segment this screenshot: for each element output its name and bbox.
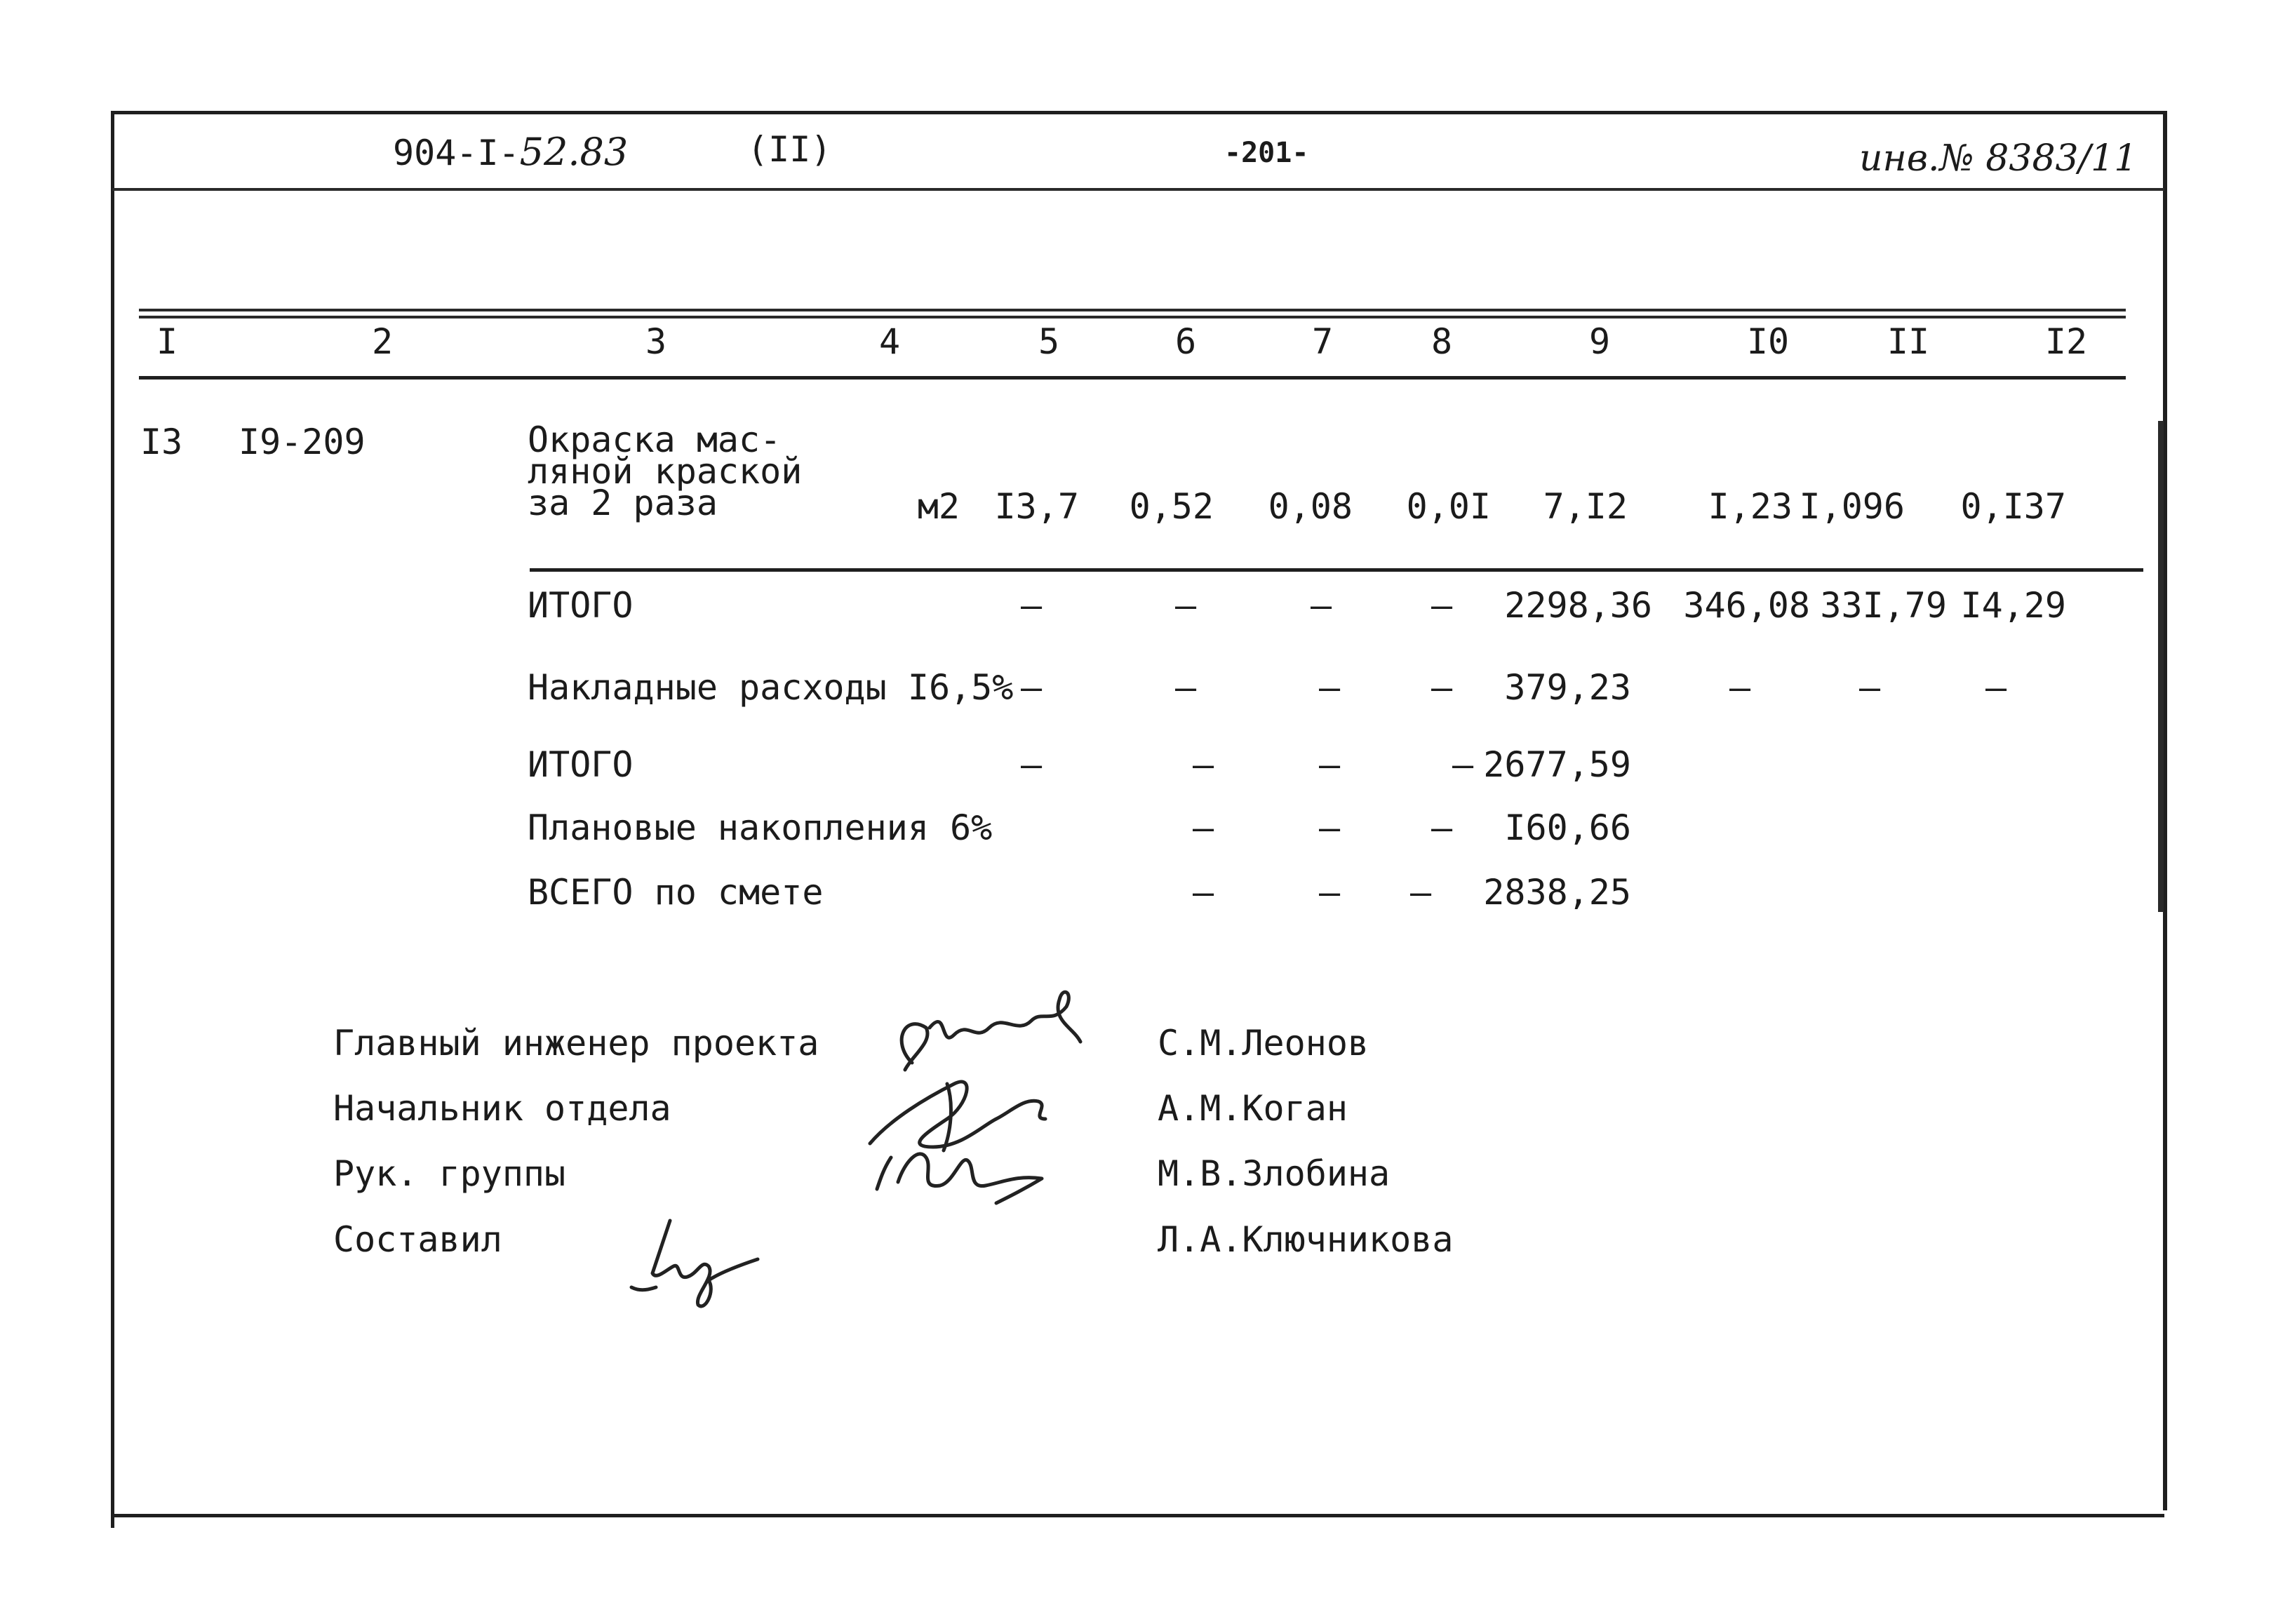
- total-col12: I4,29: [1960, 585, 2066, 626]
- total-col9: 2298,36: [1504, 585, 1652, 626]
- signature-name-group-lead: М.В.Злобина: [1158, 1153, 1391, 1194]
- total-col7: –: [1311, 585, 1332, 626]
- column-number-5: 5: [1038, 321, 1060, 362]
- column-number-3: 3: [645, 321, 667, 362]
- subtotal-col7: –: [1319, 744, 1341, 785]
- subtotal-col8: –: [1452, 744, 1474, 785]
- signature-name-compiler: Л.А.Ключникова: [1158, 1219, 1454, 1260]
- overhead-col5: –: [1021, 667, 1043, 708]
- overhead-col6: –: [1175, 667, 1197, 708]
- savings-col8: –: [1431, 807, 1453, 848]
- overhead-col7: –: [1319, 667, 1341, 708]
- totals-rule: [530, 568, 2143, 572]
- item-col7: 0,08: [1268, 486, 1353, 527]
- column-number-2: 2: [371, 321, 394, 362]
- subtotal-col5: –: [1021, 744, 1043, 785]
- signature-department-head: [870, 1082, 1045, 1150]
- column-number-6: 6: [1174, 321, 1197, 362]
- signature-title-department-head: Начальник отдела: [333, 1088, 671, 1129]
- subtotal-col6: –: [1193, 744, 1214, 785]
- frame-top-border: [112, 111, 2164, 114]
- item-description: Окраска мас- ляной краской за 2 раза: [528, 420, 803, 523]
- item-code: I9-209: [239, 422, 366, 462]
- subtotal-col9: 2677,59: [1483, 744, 1631, 785]
- frame-bottom-border: [112, 1514, 2164, 1517]
- total-col5: –: [1021, 585, 1043, 626]
- signature-title-compiler: Составил: [333, 1219, 502, 1260]
- overhead-col12: –: [1985, 667, 2007, 708]
- subtotal-label: ИТОГО: [528, 744, 634, 785]
- column-header-top-rule-2: [139, 316, 2126, 318]
- grand-total-label: ВСЕГО по смете: [528, 872, 824, 913]
- column-number-11: II: [1887, 321, 1930, 362]
- column-header-top-rule: [139, 309, 2126, 311]
- margin-mark: [2158, 421, 2164, 912]
- item-col8: 0,0I: [1406, 486, 1491, 527]
- item-col6: 0,52: [1129, 486, 1214, 527]
- item-col12: 0,I37: [1960, 486, 2066, 527]
- frame-left-border: [111, 111, 114, 1528]
- grand-total-col8: –: [1410, 872, 1432, 913]
- savings-label: Плановые накопления 6%: [528, 807, 993, 848]
- total-col6: –: [1175, 585, 1197, 626]
- savings-col7: –: [1319, 807, 1341, 848]
- document-code: [393, 130, 629, 174]
- signature-chief-engineer: [902, 992, 1080, 1070]
- total-label: ИТОГО: [528, 585, 634, 626]
- total-col11: 33I,79: [1820, 585, 1947, 626]
- column-number-7: 7: [1311, 321, 1334, 362]
- total-col10: 346,08: [1683, 585, 1810, 626]
- overhead-label: Накладные расходы I6,5%: [528, 667, 1014, 708]
- column-number-8: 8: [1431, 321, 1453, 362]
- part-number: (II): [747, 129, 832, 170]
- overhead-col9: 379,23: [1504, 667, 1631, 708]
- item-col11: I,096: [1799, 486, 1905, 527]
- signature-name-chief-engineer: С.М.Леонов: [1158, 1023, 1369, 1063]
- item-quantity: I3,7: [994, 486, 1079, 527]
- grand-total-col7: –: [1319, 872, 1341, 913]
- signature-name-department-head: А.М.Коган: [1158, 1088, 1348, 1129]
- total-col8: –: [1431, 585, 1453, 626]
- column-number-4: 4: [878, 321, 901, 362]
- header-divider: [112, 188, 2164, 191]
- document-code-handwritten: 52.83: [519, 130, 629, 174]
- column-number-12: I2: [2044, 321, 2088, 362]
- signature-title-group-lead: Рук. группы: [333, 1153, 566, 1194]
- savings-col9: I60,66: [1504, 807, 1631, 848]
- signature-title-chief-engineer: Главный инженер проекта: [333, 1023, 819, 1063]
- signature-handwritten-group: [863, 979, 1130, 1210]
- item-col10: I,23: [1708, 486, 1793, 527]
- overhead-col11: –: [1859, 667, 1881, 708]
- page-number: -201-: [1224, 137, 1309, 169]
- column-header-bottom-rule: [139, 376, 2126, 380]
- signature-group-lead: [877, 1154, 1042, 1203]
- signature-compiler: [617, 1210, 786, 1315]
- inventory-number: инв.№ 8383/11: [1859, 137, 2138, 180]
- column-number-10: I0: [1746, 321, 1790, 362]
- overhead-col10: –: [1729, 667, 1751, 708]
- column-number-1: I: [156, 321, 178, 362]
- item-col9: 7,I2: [1543, 486, 1628, 527]
- overhead-col8: –: [1431, 667, 1453, 708]
- document-code-printed: 904-I-: [393, 133, 520, 173]
- grand-total-col9: 2838,25: [1483, 872, 1631, 913]
- savings-col6: –: [1193, 807, 1214, 848]
- grand-total-col6: –: [1193, 872, 1214, 913]
- item-number: I3: [140, 422, 183, 462]
- item-unit: м2: [917, 486, 960, 527]
- column-number-9: 9: [1588, 321, 1611, 362]
